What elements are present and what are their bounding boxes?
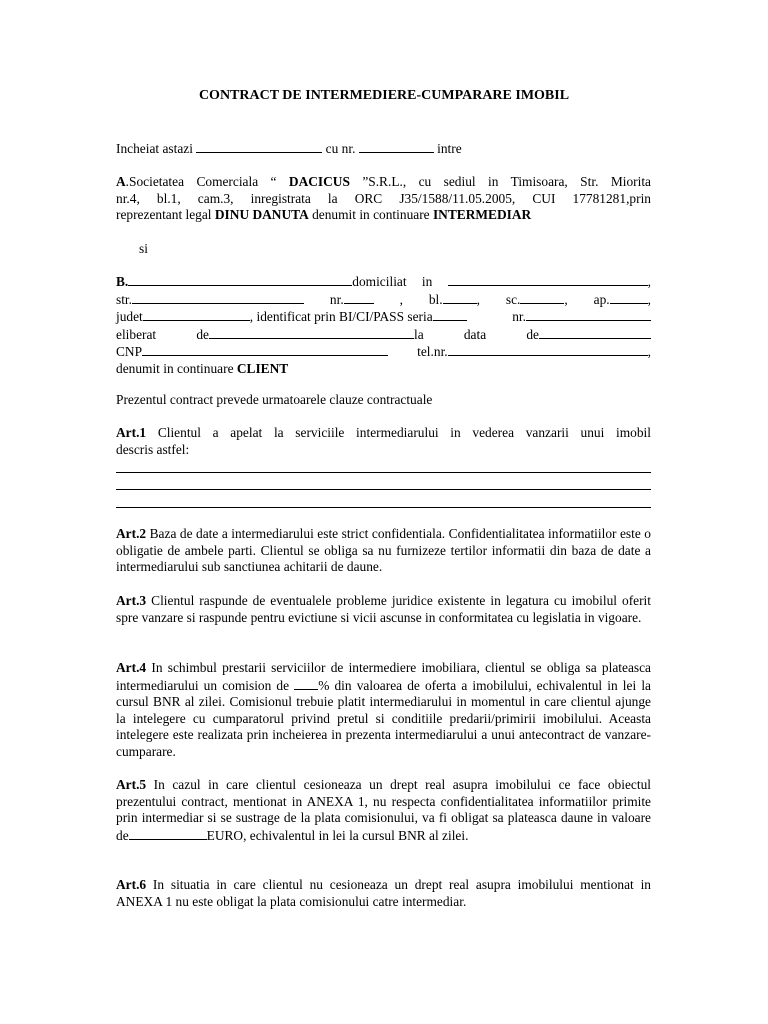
- comma-2: ,: [399, 291, 403, 307]
- domicile-blank[interactable]: [448, 273, 648, 286]
- article-1-line1: [116, 425, 651, 442]
- party-b-row3: [116, 308, 651, 326]
- party-b-row1: [116, 273, 651, 291]
- label-cnp: CNP: [116, 344, 143, 360]
- article-3: [116, 593, 651, 626]
- article-6-text: In situatia in care clientul nu cesioneaza un drept real asupra imobilului mentionat in ANEXA 1 nu este obligat la plata comisionului catre intermediar.: [116, 877, 651, 909]
- article-3-text: Clientul raspunde de eventualele probleme juridice existente in legatura cu imobilul oferit spre vanzare si raspunde pentru evictiune si vicii ascunse in conformitatea cu legislatia in vigoare.: [116, 593, 651, 625]
- document-title: CONTRACT DE INTERMEDIERE-CUMPARARE IMOBIL: [198, 88, 570, 103]
- article-2-text: Baza de date a intermediarului este strict confidentiala. Confidentialitatea informatiilor este o obligatie de ambele parti. Clientul se obliga sa nu furnizeze tertilor informatii din baza de date a intermediarului sub sanctiunea achitarii de daune.: [116, 526, 651, 575]
- id-number-blank[interactable]: [526, 308, 651, 321]
- client-name-blank[interactable]: [128, 273, 352, 286]
- label-sc: sc.: [505, 291, 521, 307]
- article-6: [116, 877, 651, 910]
- comma-5: ,: [647, 291, 652, 307]
- number-street-blank[interactable]: [344, 291, 374, 304]
- issued-by-blank[interactable]: [209, 326, 414, 339]
- article-1: [116, 425, 651, 458]
- article-3-label: Art.3: [116, 593, 147, 608]
- label-denumit: denumit in continuare: [116, 360, 237, 376]
- label-nr: nr.: [329, 291, 344, 307]
- block-blank[interactable]: [443, 291, 477, 304]
- party-a-text3: reprezentant legal: [116, 207, 215, 223]
- comma-6: ,: [647, 344, 651, 360]
- article-4: [116, 660, 651, 761]
- party-b-row5: [116, 343, 651, 361]
- intermediary-role: INTERMEDIAR: [432, 207, 532, 223]
- representative-name: DINU DANUTA: [214, 207, 309, 223]
- company-name: DACICUS: [288, 174, 350, 189]
- article-4-label: Art.4: [116, 660, 147, 675]
- property-description-line-2[interactable]: [116, 489, 651, 490]
- article-5-text2: EURO, echivalentul in lei la cursul BNR al zilei.: [206, 827, 469, 843]
- party-a-text4: denumit in continuare: [308, 207, 433, 223]
- label-judet: judet: [116, 309, 143, 325]
- party-a-line2: nr.4, bl.1, cam.3, inregistrata la ORC J35/1588/11.05.2005, CUI 17781281,prin: [116, 190, 651, 206]
- label-ap: ap.: [593, 291, 610, 307]
- intro-text-b: cu nr.: [325, 141, 356, 156]
- label-data: data: [463, 326, 487, 342]
- article-1-text1: Clientul a apelat la serviciile intermediarului in vederea vanzarii unui imobil: [146, 425, 651, 440]
- cnp-blank[interactable]: [142, 343, 388, 356]
- label-la: la: [413, 326, 424, 342]
- stair-blank[interactable]: [520, 291, 564, 304]
- comma-1: ,: [647, 274, 652, 289]
- label-de: de: [196, 326, 209, 342]
- article-5-text1: In cazul in care clientul cesioneaza un drept real asupra imobilului ce face obiectul prezentului contract, mentionat in ANEXA 1, nu respecta confidentialitatea informatiilor primite prin intermediar si se sustrage de la plata comisionului, va fi obligat sa plateasca daune in valoare de: [116, 777, 651, 843]
- client-role: CLIENT: [236, 360, 289, 376]
- party-b-letter: B.: [116, 274, 129, 289]
- label-eliberat: eliberat: [116, 326, 157, 342]
- article-6-label: Art.6: [116, 877, 147, 892]
- commission-percent-blank[interactable]: [294, 677, 318, 690]
- party-a-line3: [116, 207, 651, 224]
- date-blank[interactable]: [196, 140, 322, 153]
- article-2: [116, 526, 651, 576]
- property-description-line-1[interactable]: [116, 472, 651, 473]
- label-tel: tel.nr.: [417, 344, 448, 360]
- party-b: [116, 273, 651, 378]
- article-2-label: Art.2: [116, 526, 147, 541]
- article-1-label: Art.1: [116, 425, 147, 440]
- article-4-text2: % din valoarea de oferta a imobilului, echivalentul in lei la cursul BNR al zilei. Comisionul trebuie platit intermediarului in momentul in care clientul ajunge la intelegere cu cumparatorul privind pretul si conditiile predarii/primirii imobilului. Aceasta intelegere este realizata prin incheierea in prezenta intermediarului a unui antecontract de vanzare-cumparare.: [116, 677, 651, 759]
- issue-date-blank[interactable]: [539, 326, 651, 339]
- party-b-row6: [116, 361, 651, 378]
- party-a-text2: ”S.R.L., cu sediul in Timisoara, Str. Miorita: [349, 174, 651, 189]
- article-4-text1: In schimbul prestarii serviciilor de intermediere imobiliara, clientul se obliga sa plateasca intermediarului un comision de: [116, 660, 651, 693]
- label-identificat: , identificat prin BI/CI/PASS seria: [249, 309, 433, 325]
- apartment-blank[interactable]: [610, 291, 648, 304]
- label-domiciliat: domiciliat: [352, 274, 407, 289]
- article-5: [116, 777, 651, 844]
- comma-4: ,: [564, 291, 568, 307]
- label-in: in: [421, 274, 433, 289]
- damages-amount-blank[interactable]: [129, 827, 207, 840]
- intro-text-a: Incheiat astazi: [116, 141, 193, 156]
- label-de-2: de: [526, 326, 539, 342]
- article-1-text2: descris astfel:: [116, 441, 190, 457]
- intro-line: [116, 140, 651, 158]
- party-a-letter: A: [116, 174, 126, 189]
- label-str: str.: [116, 291, 132, 307]
- phone-blank[interactable]: [448, 343, 648, 356]
- party-a: [116, 174, 651, 224]
- article-5-label: Art.5: [116, 777, 147, 792]
- comma-3: ,: [476, 291, 480, 307]
- county-blank[interactable]: [143, 308, 250, 321]
- party-a-text1: .Societatea Comerciala “: [125, 174, 289, 189]
- id-series-blank[interactable]: [433, 308, 467, 321]
- party-b-row4: [116, 326, 651, 344]
- intro-text-c: intre: [437, 141, 462, 156]
- party-b-row2: [116, 291, 651, 309]
- street-blank[interactable]: [132, 291, 304, 304]
- conjunction-si: si: [139, 241, 148, 256]
- party-a-line1: [116, 174, 651, 191]
- property-description-line-3[interactable]: [116, 507, 651, 508]
- label-bl: bl.: [428, 291, 443, 307]
- number-blank[interactable]: [359, 140, 434, 153]
- label-nr-id: nr.: [512, 309, 526, 325]
- preamble: Prezentul contract prevede urmatoarele clauze contractuale: [116, 392, 433, 407]
